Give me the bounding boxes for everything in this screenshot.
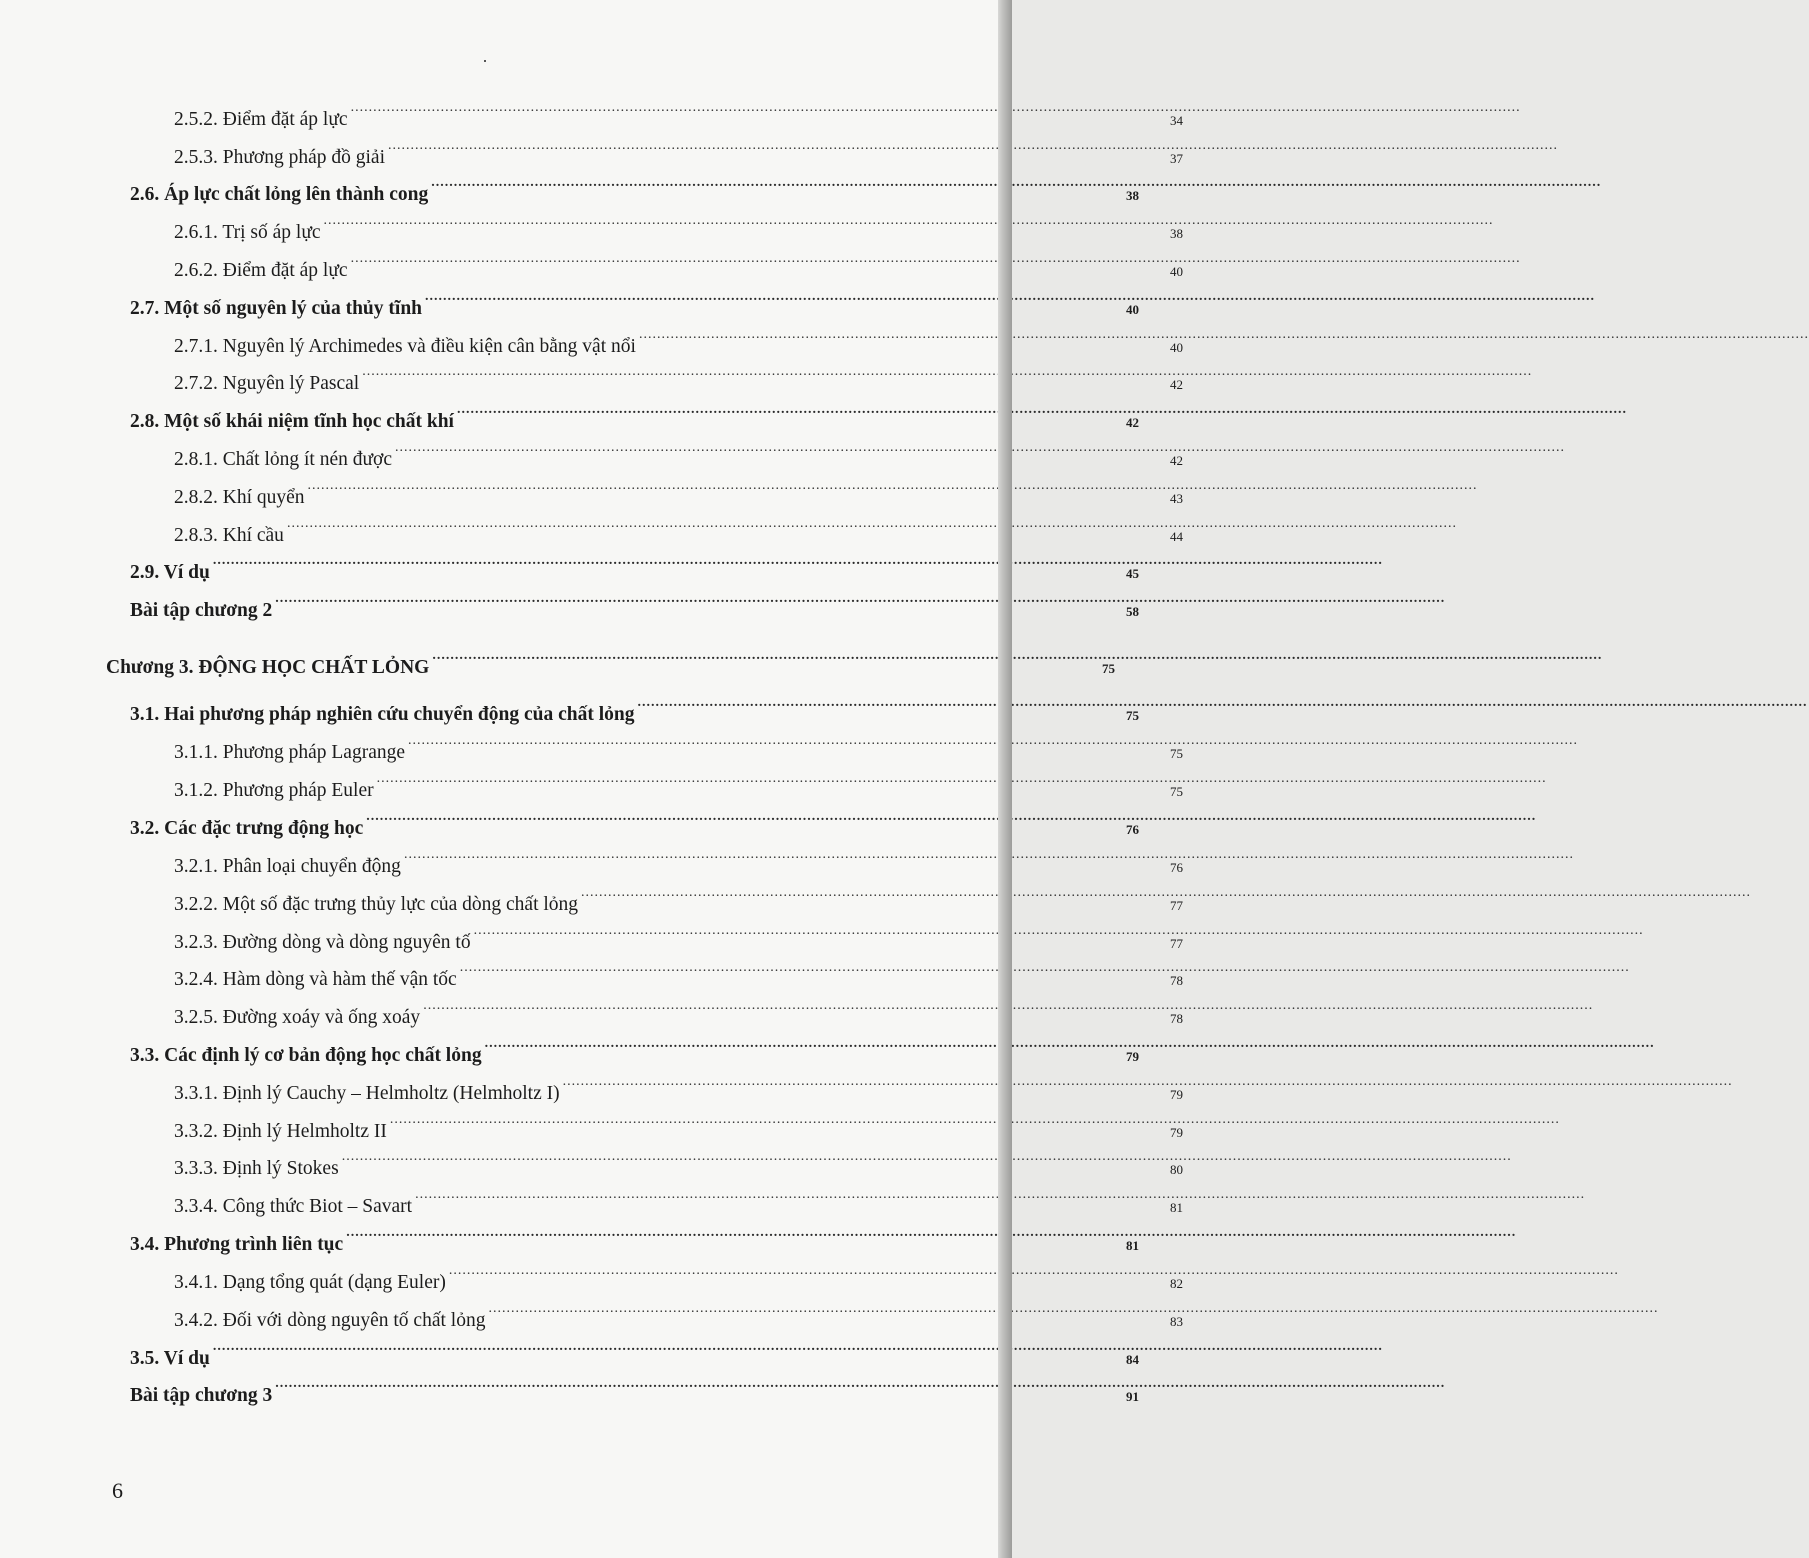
- toc-entry-title: 2.8. Một số khái niệm tĩnh học chất khí: [130, 411, 454, 432]
- toc-entry-title: 3.4.1. Dạng tổng quát (dạng Euler): [174, 1272, 446, 1293]
- toc-entry: [0, 172, 1140, 205]
- toc-entry-page: 43: [1170, 491, 1183, 506]
- dot-leader: [342, 1146, 1169, 1174]
- dot-leader: [404, 844, 1169, 872]
- toc-entry-title: Bài tập chương 3: [130, 1385, 273, 1406]
- dot-leader: [457, 399, 1125, 427]
- page-number: 6: [112, 1478, 123, 1503]
- toc-entry-title: 3.1. Hai phương pháp nghiên cứu chuyển động của chất lỏng: [130, 704, 635, 725]
- dot-leader: [449, 1260, 1169, 1288]
- toc-entry-title: 3.3. Các định lý cơ bản động học chất lỏng: [130, 1045, 482, 1066]
- toc-entry-title: 2.7.1. Nguyên lý Archimedes và điều kiện cân bằng vật nổi: [174, 336, 636, 357]
- dot-leader: [390, 1109, 1169, 1137]
- toc-entry-title: Chương 3. ĐỘNG HỌC CHẤT LỎNG: [106, 657, 430, 678]
- dot-leader: [377, 768, 1169, 796]
- toc-entry-title: 2.7. Một số nguyên lý của thủy tĩnh: [130, 298, 423, 319]
- toc-entry-page: 42: [1126, 415, 1139, 430]
- dot-leader: [639, 324, 1169, 352]
- toc-entry-title: 3.3.3. Định lý Stokes: [174, 1158, 339, 1179]
- toc-entry-title: 3.1.2. Phương pháp Euler: [174, 780, 374, 801]
- dot-leader: [415, 1184, 1169, 1212]
- dot-leader: [431, 172, 1125, 200]
- toc-entry-page: 77: [1170, 898, 1183, 913]
- dot-leader: [362, 361, 1169, 389]
- dot-leader: [408, 730, 1169, 758]
- dot-leader: [308, 475, 1169, 503]
- toc-entry: [0, 286, 1140, 319]
- dot-leader: [213, 550, 1125, 578]
- toc-entry-page: 78: [1170, 973, 1183, 988]
- toc-entry-title: 2.5.3. Phương pháp đồ giải: [174, 147, 385, 168]
- toc-entry-page: 91: [1126, 1389, 1139, 1404]
- dot-leader: [395, 437, 1169, 465]
- toc-entry-title: 2.5.2. Điểm đặt áp lực: [174, 109, 348, 130]
- dot-leader: [351, 248, 1169, 276]
- dot-leader: [351, 97, 1169, 125]
- toc-entry-title: 2.8.1. Chất lỏng ít nén được: [174, 449, 393, 470]
- toc-entry-page: 82: [1170, 1276, 1183, 1291]
- dot-leader: [213, 1336, 1125, 1364]
- toc-entry-title: 3.3.2. Định lý Helmholtz II: [174, 1121, 387, 1142]
- toc-entry-title: 2.8.3. Khí cầu: [174, 525, 284, 546]
- toc-entry-title: 3.2.4. Hàm dòng và hàm thế vận tốc: [174, 969, 457, 990]
- toc-entry-page: 80: [1170, 1162, 1183, 1177]
- toc-entry: [0, 550, 1140, 583]
- toc-entry-page: 44: [1170, 529, 1183, 544]
- dot-leader: [485, 1033, 1125, 1061]
- speck: [484, 60, 486, 62]
- toc-entry-page: 40: [1170, 264, 1183, 279]
- toc-entry-page: 81: [1170, 1200, 1183, 1215]
- toc-entry-title: 3.2. Các đặc trưng động học: [130, 818, 364, 839]
- toc-entry-page: 40: [1170, 340, 1183, 355]
- toc-entry-title: 3.3.4. Công thức Biot – Savart: [174, 1196, 413, 1217]
- toc-entry: [0, 692, 1140, 725]
- toc-entry-title: 3.4.2. Đối với dòng nguyên tố chất lỏng: [174, 1310, 486, 1331]
- toc-entry: [0, 1222, 1140, 1255]
- toc-entry: [0, 588, 1140, 621]
- toc-entry-page: 84: [1126, 1352, 1139, 1367]
- toc-entry-title: 3.5. Ví dụ: [130, 1348, 210, 1369]
- toc-entry-page: 38: [1126, 188, 1139, 203]
- toc-entry-page: 75: [1102, 661, 1115, 676]
- dot-leader: [324, 210, 1169, 238]
- dot-leader: [563, 1071, 1169, 1099]
- toc-entry-page: 81: [1126, 1238, 1139, 1253]
- toc-entry-title: Bài tập chương 2: [130, 600, 273, 621]
- dot-leader: [460, 957, 1169, 985]
- toc-entry-page: 77: [1170, 936, 1183, 951]
- toc-entry-page: 38: [1170, 226, 1183, 241]
- toc-entry: [0, 1336, 1140, 1369]
- toc-entry-page: 37: [1170, 151, 1183, 166]
- dot-leader: [287, 513, 1169, 541]
- toc-entry-page: 75: [1170, 746, 1183, 761]
- toc-entry-title: 2.9. Ví dụ: [130, 562, 210, 583]
- toc-entry-title: 3.2.5. Đường xoáy và ống xoáy: [174, 1007, 421, 1028]
- toc-entry-title: 3.2.2. Một số đặc trưng thủy lực của dòng chất lỏng: [174, 894, 579, 915]
- toc-entry-title: 2.6.2. Điểm đặt áp lực: [174, 260, 348, 281]
- toc-entry-title: 2.6.1. Trị số áp lực: [174, 222, 321, 243]
- toc-entry-page: 75: [1126, 708, 1139, 723]
- toc-entry-title: 3.2.1. Phân loại chuyển động: [174, 856, 401, 877]
- toc-entry-page: 76: [1126, 822, 1139, 837]
- toc-entry-page: 76: [1170, 860, 1183, 875]
- toc-entry-title: 3.2.3. Đường dòng và dòng nguyên tố: [174, 932, 471, 953]
- toc-entry-title: 2.8.2. Khí quyển: [174, 487, 305, 508]
- toc-entry-page: 83: [1170, 1314, 1183, 1329]
- toc-entry-page: 42: [1170, 453, 1183, 468]
- dot-leader: [388, 135, 1169, 163]
- toc-entry: [0, 1033, 1140, 1066]
- dot-leader: [488, 1298, 1169, 1326]
- toc-entry-page: 79: [1170, 1087, 1183, 1102]
- toc-entry-title: 2.6. Áp lực chất lỏng lên thành cong: [130, 184, 429, 205]
- dot-leader: [423, 995, 1169, 1023]
- toc-entry-title: 3.4. Phương trình liên tục: [130, 1234, 344, 1255]
- page-edge-shadow: [998, 0, 1012, 1558]
- toc-entry-page: 79: [1126, 1049, 1139, 1064]
- toc-entry-title: 3.3.1. Định lý Cauchy – Helmholtz (Helmholtz I): [174, 1083, 560, 1104]
- toc-entry-title: 3.1.1. Phương pháp Lagrange: [174, 742, 406, 763]
- toc-entry-page: 79: [1170, 1125, 1183, 1140]
- toc-entry: [0, 1373, 1140, 1406]
- dot-leader: [474, 920, 1169, 948]
- toc-entry-page: 78: [1170, 1011, 1183, 1026]
- dot-leader: [425, 286, 1125, 314]
- toc-entry-title: 2.7.2. Nguyên lý Pascal: [174, 373, 360, 394]
- toc-entry-page: 40: [1126, 302, 1139, 317]
- toc-entry: [0, 806, 1140, 839]
- toc-entry-page: 42: [1170, 377, 1183, 392]
- toc-entry-page: 58: [1126, 604, 1139, 619]
- toc-entry-page: 34: [1170, 113, 1183, 128]
- toc-entry: [0, 645, 1116, 678]
- toc-entry-page: 75: [1170, 784, 1183, 799]
- dot-leader: [581, 882, 1169, 910]
- dot-leader: [638, 692, 1125, 720]
- toc-entry-page: 45: [1126, 566, 1139, 581]
- toc-entry: [0, 399, 1140, 432]
